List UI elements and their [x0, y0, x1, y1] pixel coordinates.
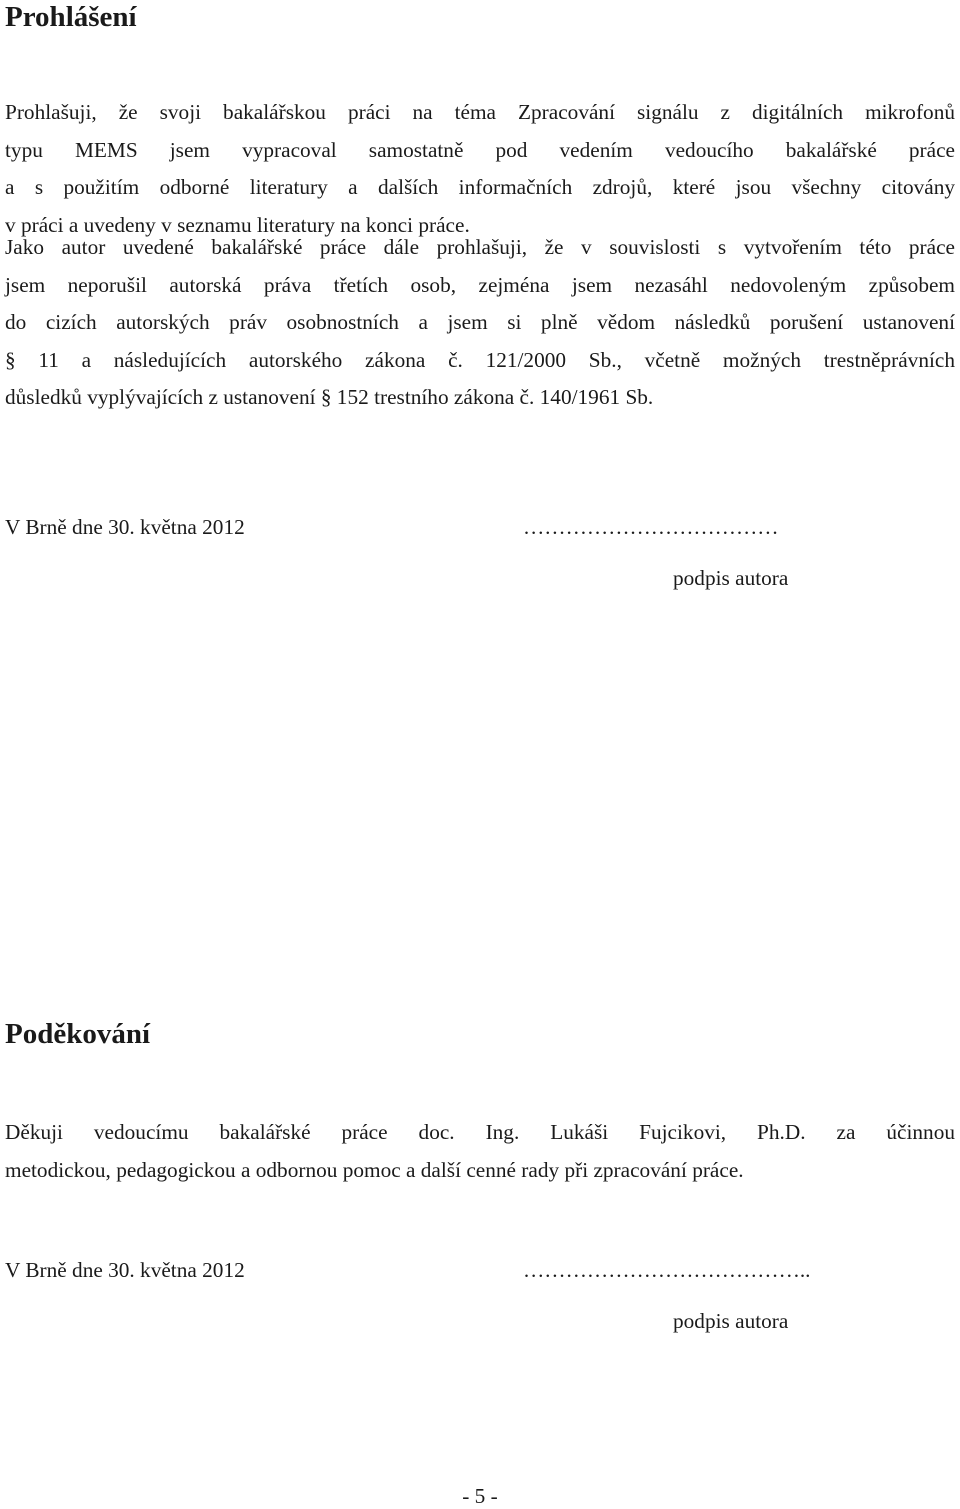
text-line: § 11 a následujících autorského zákona č. 121/2000 Sb., včetně možných trestněprávních — [5, 347, 955, 372]
text-line: jsem neporušil autorská práva třetích osob, zejména jsem nezasáhl nedovoleným způsobem — [5, 272, 955, 297]
declaration-place-date: V Brně dne 30. května 2012 — [5, 515, 245, 539]
text-line: a s použitím odborné literatury a dalších informačních zdrojů, které jsou všechny citovány — [5, 175, 955, 199]
text-line: do cizích autorských práv osobnostních a jsem si plně vědom následků porušení ustanovení — [5, 310, 955, 334]
page-number: - 5 - — [462, 1484, 498, 1508]
declaration-paragraph-2 — [5, 229, 955, 417]
acknowledgement-paragraph — [5, 1114, 955, 1189]
text-line: důsledků vyplývajících z ustanovení § 152 trestního zákona č. 140/1961 Sb. — [5, 385, 654, 409]
declaration-heading: Prohlášení — [5, 1, 137, 33]
declaration-signature-label: podpis autora — [673, 566, 789, 590]
declaration-signature-line: ……………………………… — [523, 515, 779, 539]
text-line: typu MEMS jsem vypracoval samostatně pod vedením vedoucího bakalářské práce — [5, 137, 955, 162]
text-line: v práci a uvedeny v seznamu literatury na konci práce. — [5, 212, 470, 237]
declaration-paragraph-1 — [5, 94, 955, 244]
text-line: Jako autor uvedené bakalářské práce dále prohlašuji, že v souvislosti s vytvořením této práce — [5, 235, 955, 259]
acknowledgement-signature-label: podpis autora — [673, 1309, 789, 1333]
acknowledgement-heading: Poděkování — [5, 1018, 151, 1050]
acknowledgement-signature-line: ………………………………….. — [523, 1258, 811, 1282]
text-line: Prohlašuji, že svoji bakalářskou práci na téma Zpracování signálu z digitálních mikrofonů — [5, 100, 955, 124]
text-line: metodickou, pedagogickou a odbornou pomoc a další cenné rady při zpracování práce. — [5, 1157, 744, 1182]
acknowledgement-place-date: V Brně dne 30. května 2012 — [5, 1258, 245, 1282]
text-line: Děkuji vedoucímu bakalářské práce doc. Ing. Lukáši Fujcikovi, Ph.D. za účinnou — [5, 1120, 955, 1144]
